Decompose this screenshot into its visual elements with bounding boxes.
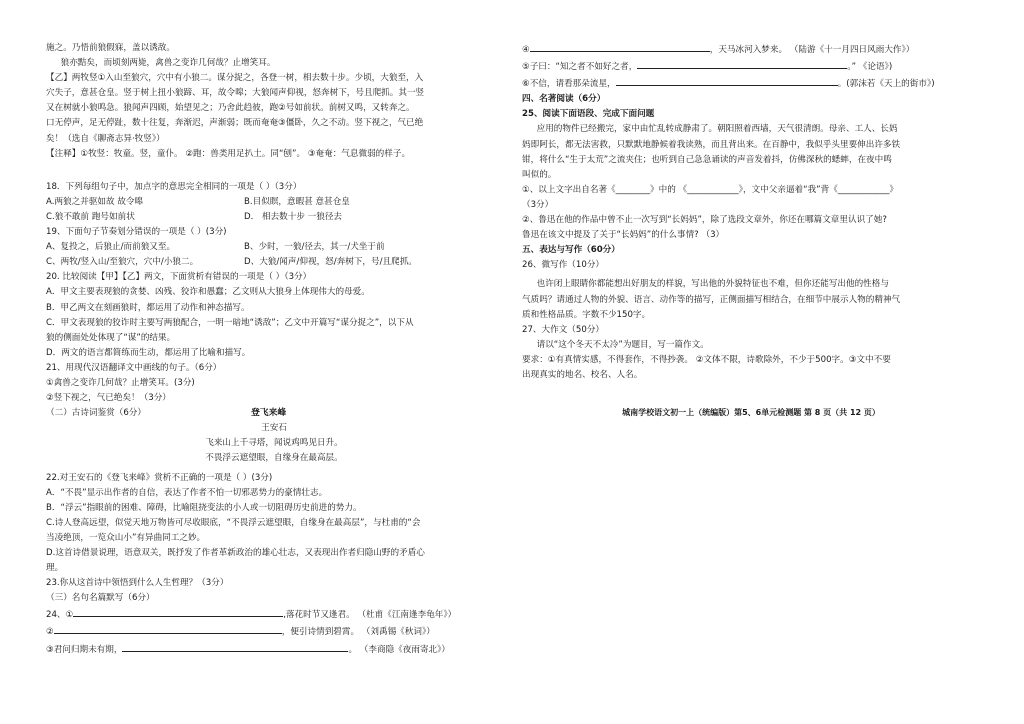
option-a: A.两狼之并驱如故 故令嗥 (46, 196, 144, 207)
q24-3-prefix: ③君问归期未有期， (46, 644, 123, 655)
question-25-2-continued: 鲁迅在该文中提及了关于“长妈妈”的什么事情? （3） (522, 230, 725, 241)
option-b: B．“浮云”指眼前的困难、障碍，比喻阻挠变法的小人或一切阻碍历史前进的势力。 (46, 502, 362, 513)
question-18-options (46, 210, 502, 225)
annotation-note: 【注释】①牧竖：牧童。竖，童仆。 ②跑：兽类用足扒土。同“刨”。 ③奄奄：气息微弱的样子。 (46, 148, 411, 159)
q24-3-suffix: 。 （李商隐《夜雨寄北》） (348, 644, 451, 655)
answer-blank[interactable] (73, 606, 283, 617)
q24-4-suffix: ，天马冰河入梦来。 （陆游《十一月四日风雨大作》） (709, 45, 915, 55)
question-24-3 (46, 641, 502, 658)
option-d: D、大狼/闻声/仰视，怒/奔树下，号/且爬抓。 (244, 257, 417, 268)
option-d-continued: 理。 (46, 563, 64, 574)
reading-passage-line: 叫似的。 (522, 169, 557, 180)
section-4-title: 四、名著阅读（6分） (522, 94, 606, 105)
answer-blank[interactable] (530, 41, 710, 52)
poem-title: 登飞来峰 (251, 408, 287, 419)
question-24-4 (522, 41, 980, 58)
right-column (522, 41, 980, 420)
question-21-item: ②竖下视之，气已绝矣！（3分） (46, 393, 171, 404)
option-d: D．两文的语言都简练而生动，都运用了比喻和描写。 (46, 347, 251, 358)
question-19-options (46, 240, 502, 255)
passage-yi-line: 又在树就小狼鸣急。狼闻声四顾，始望见之；乃舍此趋彼，跑②号如前状。前树又鸣，又转奔之。 (46, 103, 415, 114)
poem-author: 王安石 (261, 423, 287, 434)
option-b: B．甲乙两文在刻画狼时，都运用了动作和神态描写。 (46, 302, 250, 313)
reading-passage-line: 钳，将什么“生于太荒”之流夹住；也听到自己急急诵读的声音发着抖，仿佛深秋的蟋蟀，在夜中鸣 (522, 154, 892, 165)
question-23: 23.你从这首诗中领悟到什么人生哲理？（3分） (46, 578, 229, 589)
passage-line: 施之。乃悟前狼假寐，盖以诱敌。 (46, 43, 175, 53)
micro-writing-line: 气质吗？请通过人物的外貌、语言、动作等的描写，正侧面描写相结合，在细节中展示人物的精神气 (522, 294, 901, 305)
option-a: A．甲文主要表现狼的贪婪、凶残、狡诈和愚蠢；乙文则从大狼身上体现伟大的母爱。 (46, 287, 370, 298)
q24-2-suffix: ，便引诗情到碧霄。 （刘禹锡《秋词》） (281, 627, 435, 638)
question-22: 22.对王安石的《登飞来峰》赏析不正确的一项是（ ）(3分) (46, 472, 273, 483)
option-c: C、两牧/竖入山/至狼穴，穴中/小狼二。 (46, 257, 199, 268)
option-a: A．“不畏”显示出作者的自信，表达了作者不怕一切邪恶势力的豪情壮志。 (46, 487, 328, 498)
question-27: 27、大作文（50分） (522, 324, 605, 335)
passage-yi-line: 穴失子，意甚仓皇。竖于树上扭小狼蹄、耳，故令嗥；大狼闻声仰视，怒奔树下，号且爬抓。其一竖 (46, 88, 425, 99)
question-18: 18．下列每组句子中，加点字的意思完全相同的一项是（ ）（3分） (46, 181, 302, 192)
question-20: 20. 比较阅读【甲】【乙】两文，下面赏析有错误的一项是（ ）（3分） (46, 272, 312, 283)
option-b: B、少时，一狼/径去，其一/犬坐于前 (244, 242, 385, 253)
q24-4-prefix: ④ (522, 45, 530, 55)
passage-yi-line: 【乙】两牧竖①入山至狼穴，穴中有小狼二。谋分捉之，各登一树，相去数十步。少顷，大狼至，入 (46, 73, 424, 84)
question-24-5 (522, 58, 980, 75)
passage-yi-line: 矣！（选自《聊斋志异·牧竖》） (46, 133, 165, 144)
q24-1-suffix: ,落花时节又逢君。 （杜甫《江南逢李龟年》） (283, 610, 457, 621)
question-25-1-score: （3分） (522, 199, 554, 210)
question-18-options (46, 195, 502, 210)
section-3-title: （三）名句名篇默写（6分） (46, 593, 155, 604)
passage-line: 狼亦黠矣，而顷刻两毙，禽兽之变诈几何哉？止增笑耳。 (60, 58, 276, 69)
reading-passage-line: 妈即阿长，都无法害救，只默默地静候着我读熟，而且背出来。在百静中，我似乎头里要伸出许多铁 (522, 139, 901, 150)
reading-passage-line: 应用的物件已经搬完，家中由忙乱转成静肃了。朝阳照着西墙，天气很清朗。母亲、工人、长妈 (536, 124, 898, 135)
option-d: D． 相去数十步 一狼径去 (244, 211, 343, 222)
micro-writing-line: 质和性格品质。字数不少150字。 (522, 309, 651, 320)
poem-section-row (46, 406, 502, 421)
q24-6-prefix: ⑥不信，请看那朵流星， (522, 79, 616, 90)
poem-line: 飞来山上千寻塔，闻说鸡鸣见日升。 (205, 438, 343, 449)
option-a: A、复投之，后狼止/而前狼又至。 (46, 242, 176, 253)
section-2-title: （二）古诗词鉴赏（6分） (46, 408, 146, 419)
question-21: 21、用现代汉语翻译文中画线的句子。（6分） (46, 362, 222, 373)
question-19: 19、下面句子节奏划分错误的一项是（ ）(3分) (46, 227, 227, 238)
page-footer: 城南学校语文初一上（统编版）第5、6单元检测题 第 8 页（共 12 页） (622, 408, 880, 418)
micro-writing-line: 也许闭上眼睛你都能想出好朋友的样貌，写出他的外貌特征也不难，但你还能写出他的性格与 (536, 279, 889, 290)
answer-blank[interactable] (54, 623, 282, 634)
poem-line: 不畏浮云遮望眼，自缘身在最高层。 (205, 453, 343, 464)
q24-5-prefix: ⑤子曰：“知之者不如好之者， (522, 62, 638, 73)
question-24-6 (522, 75, 980, 92)
q24-1-prefix: 24、① (46, 610, 74, 621)
q24-2-prefix: ② (46, 627, 54, 638)
passage-yi-line: 口无停声，足无停趾，数十往复，奔渐迟，声渐弱；既而奄奄③僵卧，久之不动。竖下视之，气已绝 (46, 118, 424, 129)
question-25-1: ①、以上文字出自名著《________》中的 《____________》，文中父亲逼着“我”背《____________》 (522, 184, 898, 195)
option-c-continued: 当凌绝顶，一览众山小”有异曲同工之妙。 (46, 532, 206, 543)
section-5-title: 五、表达与写作（60分） (522, 245, 620, 256)
option-c-continued: 狼的侧面处处体现了“谋”的结果。 (46, 332, 176, 343)
essay-requirements: 要求：①有真情实感，不得套作，不得抄袭。 ②文体不限，诗歌除外，不少于500字。③文中不要 (522, 354, 891, 365)
q24-6-suffix: 。(郭沫若《天上的街市》) (837, 79, 935, 90)
option-c: C.狼不敢前 跑号如前状 (46, 211, 135, 222)
essay-prompt: 请以“这个冬天不太冷”为题目，写一篇作文。 (536, 339, 709, 350)
left-column (46, 41, 502, 658)
option-c: C.诗人登高远望，似觉天地万物皆可尽收眼底，“不畏浮云遮望眼，自缘身在最高层”，与杜甫的“会 (46, 517, 421, 528)
question-24-2 (46, 623, 502, 640)
answer-blank[interactable] (637, 58, 847, 69)
question-25: 25、阅读下面语段、完成下面问题 (522, 109, 655, 120)
essay-requirements-continued: 出现真实的地名、校名、人名。 (522, 369, 643, 380)
question-19-options (46, 255, 502, 270)
option-b: B.目似瞑，意暇甚 意甚仓皇 (244, 196, 350, 207)
question-21-item: ①禽兽之变诈几何哉？止增笑耳。(3分) (46, 377, 195, 388)
option-c: C．甲文表现狼的狡诈时主要写两狼配合，一明一暗地“诱敌”；乙文中开篇写“谋分捉之”，以下从 (46, 317, 414, 328)
answer-blank[interactable] (122, 641, 348, 652)
question-24-1 (46, 606, 502, 623)
question-25-2: ②、鲁迅在他的作品中曾不止一次写到“长妈妈”，除了选段文章外，你还在哪篇文章里认识了她? (522, 215, 887, 226)
answer-blank[interactable] (616, 75, 838, 86)
q24-5-suffix: 。” 《论语》) (847, 62, 893, 73)
question-26: 26、微写作（10分） (522, 260, 605, 271)
option-d: D.这首诗借景说理，语意双关，既抒发了作者革新政治的雄心壮志，又表现出作者归隐山野的矛盾心 (46, 548, 425, 558)
